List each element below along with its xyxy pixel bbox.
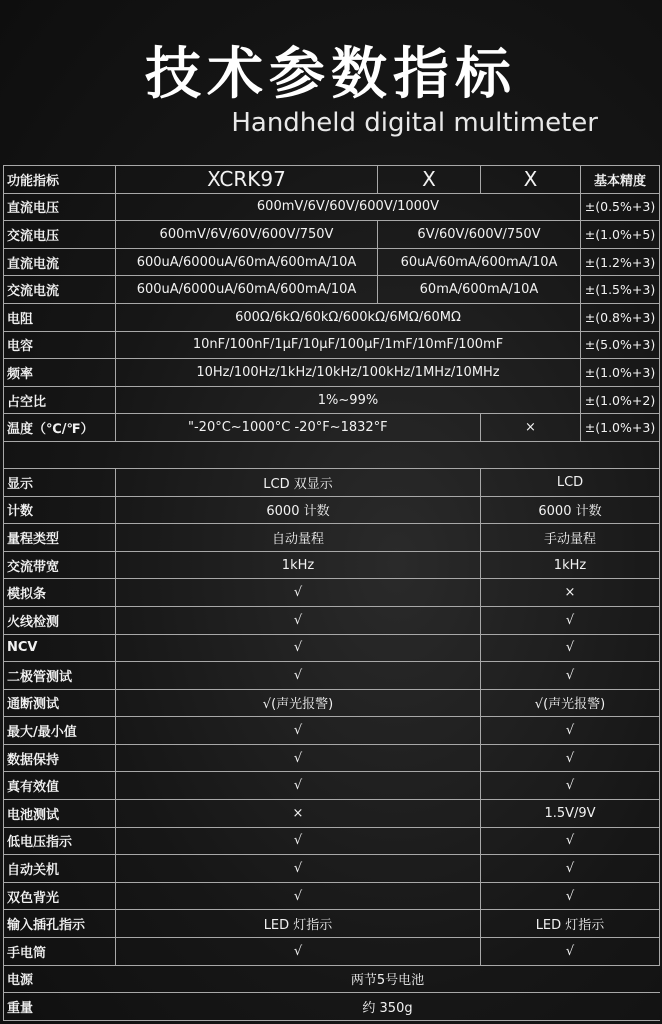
row-label: 双色背光 bbox=[4, 882, 116, 910]
table-row bbox=[4, 221, 660, 249]
row-label: 占空比 bbox=[4, 386, 116, 414]
table-row bbox=[4, 827, 660, 855]
row-accuracy: ±(1.0%+3) bbox=[581, 414, 660, 442]
table-spacer-row bbox=[4, 441, 660, 468]
row-accuracy: ±(1.0%+3) bbox=[581, 359, 660, 387]
row-value-a: 600uA/6000uA/60mA/600mA/10A bbox=[116, 276, 378, 304]
row-label: 电容 bbox=[4, 331, 116, 359]
row-value-b: √ bbox=[481, 744, 660, 772]
row-value-b: √(声光报警) bbox=[481, 689, 660, 717]
row-value-b: 手动量程 bbox=[481, 524, 660, 552]
row-value-b: 6V/60V/600V/750V bbox=[378, 221, 581, 249]
row-value-b: 60mA/600mA/10A bbox=[378, 276, 581, 304]
row-value-a: √ bbox=[116, 744, 481, 772]
row-label: 计数 bbox=[4, 496, 116, 524]
page-subtitle: Handheld digital multimeter bbox=[231, 108, 598, 138]
table-row bbox=[4, 882, 660, 910]
spacer-cell bbox=[4, 441, 660, 468]
row-value-b: LCD bbox=[481, 468, 660, 496]
row-value-b: √ bbox=[481, 606, 660, 634]
row-label: 模拟条 bbox=[4, 579, 116, 607]
table-row bbox=[4, 689, 660, 717]
spec-table bbox=[3, 165, 660, 1021]
table-row bbox=[4, 855, 660, 883]
row-value-a: √ bbox=[116, 827, 481, 855]
row-value-b: 1.5V/9V bbox=[481, 800, 660, 828]
row-value-b: √ bbox=[481, 855, 660, 883]
header-model-b: X bbox=[378, 166, 481, 194]
row-value-a: √ bbox=[116, 772, 481, 800]
row-value-b: √ bbox=[481, 938, 660, 966]
page-title: 技术参数指标 bbox=[145, 42, 517, 107]
table-row bbox=[4, 634, 660, 662]
row-accuracy: ±(0.5%+3) bbox=[581, 193, 660, 221]
table-row bbox=[4, 193, 660, 221]
table-row bbox=[4, 468, 660, 496]
row-value-a: 1kHz bbox=[116, 551, 481, 579]
row-value-b: 1kHz bbox=[481, 551, 660, 579]
table-row bbox=[4, 717, 660, 745]
table-row bbox=[4, 276, 660, 304]
table-header-row bbox=[4, 166, 660, 194]
row-value-a: √ bbox=[116, 882, 481, 910]
header-accuracy-label: 基本精度 bbox=[581, 166, 660, 194]
row-accuracy: ±(1.0%+5) bbox=[581, 221, 660, 249]
row-value-a: 6000 计数 bbox=[116, 496, 481, 524]
row-label: 输入插孔指示 bbox=[4, 910, 116, 938]
table-row bbox=[4, 248, 660, 276]
row-value-a: √ bbox=[116, 717, 481, 745]
row-value-b: 6000 计数 bbox=[481, 496, 660, 524]
row-value-a: √ bbox=[116, 938, 481, 966]
table-row bbox=[4, 496, 660, 524]
table-row bbox=[4, 993, 660, 1021]
row-label: 显示 bbox=[4, 468, 116, 496]
row-value-a: √ bbox=[116, 855, 481, 883]
table-row bbox=[4, 303, 660, 331]
table-row bbox=[4, 910, 660, 938]
row-value-a: √(声光报警) bbox=[116, 689, 481, 717]
row-value: 600mV/6V/60V/600V/1000V bbox=[116, 193, 581, 221]
header-model-a: XCRK97 bbox=[116, 166, 378, 194]
row-label: 直流电流 bbox=[4, 248, 116, 276]
row-value-b: 60uA/60mA/600mA/10A bbox=[378, 248, 581, 276]
header-model-c: X bbox=[481, 166, 581, 194]
row-label: NCV bbox=[4, 634, 116, 662]
row-label: 量程类型 bbox=[4, 524, 116, 552]
table-row bbox=[4, 551, 660, 579]
row-label: 通断测试 bbox=[4, 689, 116, 717]
row-value-b: √ bbox=[481, 882, 660, 910]
row-label: 二极管测试 bbox=[4, 662, 116, 690]
row-value-a: √ bbox=[116, 634, 481, 662]
row-value-a: √ bbox=[116, 579, 481, 607]
table-row bbox=[4, 414, 660, 442]
row-value-b: × bbox=[481, 414, 581, 442]
row-label: 低电压指示 bbox=[4, 827, 116, 855]
row-label: 电池测试 bbox=[4, 800, 116, 828]
row-value: 600Ω/6kΩ/60kΩ/600kΩ/6MΩ/60MΩ bbox=[116, 303, 581, 331]
row-label: 火线检测 bbox=[4, 606, 116, 634]
row-label: 电阻 bbox=[4, 303, 116, 331]
row-value-a: √ bbox=[116, 662, 481, 690]
row-label: 电源 bbox=[4, 965, 116, 993]
row-label: 自动关机 bbox=[4, 855, 116, 883]
header-function-label: 功能指标 bbox=[4, 166, 116, 194]
row-value: 两节5号电池 bbox=[116, 965, 660, 993]
row-value-b: √ bbox=[481, 717, 660, 745]
row-value-a: 600mV/6V/60V/600V/750V bbox=[116, 221, 378, 249]
table-row bbox=[4, 744, 660, 772]
row-label: 频率 bbox=[4, 359, 116, 387]
row-label: 真有效值 bbox=[4, 772, 116, 800]
row-value-b: √ bbox=[481, 772, 660, 800]
table-row bbox=[4, 386, 660, 414]
row-label: 直流电压 bbox=[4, 193, 116, 221]
row-label: 交流电压 bbox=[4, 221, 116, 249]
table-row bbox=[4, 800, 660, 828]
row-accuracy: ±(1.2%+3) bbox=[581, 248, 660, 276]
row-accuracy: ±(0.8%+3) bbox=[581, 303, 660, 331]
row-accuracy: ±(1.5%+3) bbox=[581, 276, 660, 304]
table-row bbox=[4, 662, 660, 690]
row-value-a: √ bbox=[116, 606, 481, 634]
row-accuracy: ±(5.0%+3) bbox=[581, 331, 660, 359]
row-value-a: LED 灯指示 bbox=[116, 910, 481, 938]
row-label: 交流带宽 bbox=[4, 551, 116, 579]
row-value-a: LCD 双显示 bbox=[116, 468, 481, 496]
row-value: 10nF/100nF/1μF/10μF/100μF/1mF/10mF/100mF bbox=[116, 331, 581, 359]
row-value: 10Hz/100Hz/1kHz/10kHz/100kHz/1MHz/10MHz bbox=[116, 359, 581, 387]
row-value: 约 350g bbox=[116, 993, 660, 1021]
row-value-a: 600uA/6000uA/60mA/600mA/10A bbox=[116, 248, 378, 276]
row-value-b: LED 灯指示 bbox=[481, 910, 660, 938]
table-row bbox=[4, 331, 660, 359]
row-label: 数据保持 bbox=[4, 744, 116, 772]
row-value-a: 自动量程 bbox=[116, 524, 481, 552]
table-row bbox=[4, 359, 660, 387]
row-label: 交流电流 bbox=[4, 276, 116, 304]
row-value-b: √ bbox=[481, 827, 660, 855]
table-row bbox=[4, 606, 660, 634]
row-label: 温度（℃/℉） bbox=[4, 414, 116, 442]
table-row bbox=[4, 938, 660, 966]
table-row bbox=[4, 772, 660, 800]
row-value-b: × bbox=[481, 579, 660, 607]
row-value-a: "-20°C~1000°C -20°F~1832°F bbox=[116, 414, 481, 442]
row-value-b: √ bbox=[481, 662, 660, 690]
row-value-a: × bbox=[116, 800, 481, 828]
row-label: 最大/最小值 bbox=[4, 717, 116, 745]
row-value-b: √ bbox=[481, 634, 660, 662]
row-label: 手电筒 bbox=[4, 938, 116, 966]
table-row bbox=[4, 965, 660, 993]
row-value: 1%~99% bbox=[116, 386, 581, 414]
row-label: 重量 bbox=[4, 993, 116, 1021]
table-row bbox=[4, 524, 660, 552]
table-row bbox=[4, 579, 660, 607]
row-accuracy: ±(1.0%+2) bbox=[581, 386, 660, 414]
